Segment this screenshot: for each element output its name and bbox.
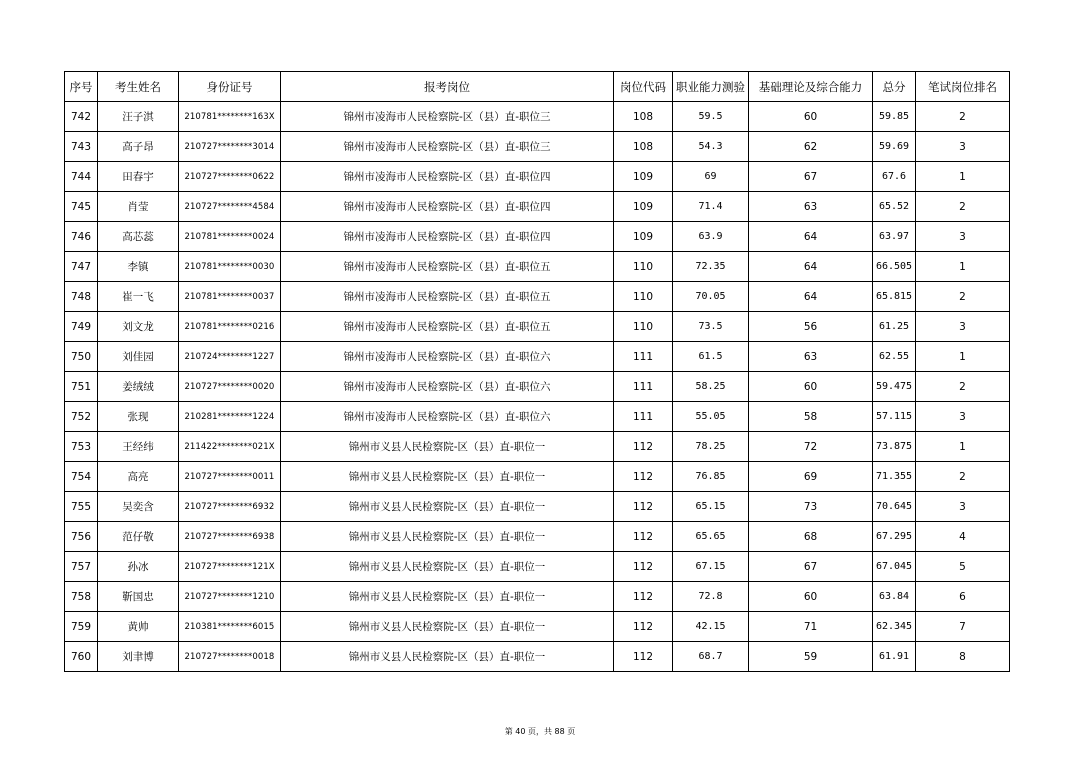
table-row xyxy=(65,492,1010,522)
cell-aptitude: 68.7 xyxy=(673,642,749,672)
cell-id: 210781********163X xyxy=(179,102,281,132)
cell-seq: 757 xyxy=(65,552,98,582)
cell-theory: 67 xyxy=(749,162,873,192)
cell-position: 锦州市凌海市人民检察院-区（县）直-职位四 xyxy=(281,192,614,222)
cell-total: 59.69 xyxy=(873,132,916,162)
cell-position: 锦州市凌海市人民检察院-区（县）直-职位四 xyxy=(281,162,614,192)
cell-rank: 2 xyxy=(916,192,1010,222)
cell-position: 锦州市凌海市人民检察院-区（县）直-职位五 xyxy=(281,312,614,342)
cell-seq: 750 xyxy=(65,342,98,372)
cell-total: 67.045 xyxy=(873,552,916,582)
table-header-row xyxy=(65,72,1010,102)
cell-total: 57.115 xyxy=(873,402,916,432)
cell-rank: 3 xyxy=(916,402,1010,432)
cell-rank: 3 xyxy=(916,222,1010,252)
cell-id: 210727********4584 xyxy=(179,192,281,222)
cell-aptitude: 63.9 xyxy=(673,222,749,252)
cell-name: 李镇 xyxy=(98,252,179,282)
cell-code: 109 xyxy=(614,222,673,252)
cell-theory: 71 xyxy=(749,612,873,642)
cell-total: 67.6 xyxy=(873,162,916,192)
table-row xyxy=(65,612,1010,642)
header-total: 总分 xyxy=(873,72,916,102)
header-seq: 序号 xyxy=(65,72,98,102)
table-row xyxy=(65,312,1010,342)
cell-rank: 1 xyxy=(916,432,1010,462)
cell-total: 62.345 xyxy=(873,612,916,642)
results-table-container xyxy=(64,71,1009,672)
header-id: 身份证号 xyxy=(179,72,281,102)
cell-rank: 6 xyxy=(916,582,1010,612)
cell-aptitude: 72.35 xyxy=(673,252,749,282)
cell-position: 锦州市义县人民检察院-区（县）直-职位一 xyxy=(281,492,614,522)
table-body xyxy=(65,102,1010,672)
cell-rank: 5 xyxy=(916,552,1010,582)
table-row xyxy=(65,462,1010,492)
cell-seq: 746 xyxy=(65,222,98,252)
cell-id: 210727********0011 xyxy=(179,462,281,492)
cell-name: 汪子淇 xyxy=(98,102,179,132)
cell-code: 111 xyxy=(614,402,673,432)
cell-rank: 1 xyxy=(916,252,1010,282)
cell-seq: 753 xyxy=(65,432,98,462)
cell-rank: 2 xyxy=(916,102,1010,132)
cell-name: 吴奕含 xyxy=(98,492,179,522)
cell-position: 锦州市凌海市人民检察院-区（县）直-职位五 xyxy=(281,252,614,282)
cell-name: 姜绒绒 xyxy=(98,372,179,402)
cell-id: 211422********021X xyxy=(179,432,281,462)
header-code: 岗位代码 xyxy=(614,72,673,102)
table-row xyxy=(65,642,1010,672)
cell-position: 锦州市义县人民检察院-区（县）直-职位一 xyxy=(281,522,614,552)
cell-aptitude: 76.85 xyxy=(673,462,749,492)
cell-seq: 759 xyxy=(65,612,98,642)
cell-seq: 749 xyxy=(65,312,98,342)
cell-position: 锦州市义县人民检察院-区（县）直-职位一 xyxy=(281,642,614,672)
table-row xyxy=(65,252,1010,282)
cell-aptitude: 58.25 xyxy=(673,372,749,402)
cell-aptitude: 42.15 xyxy=(673,612,749,642)
cell-code: 112 xyxy=(614,432,673,462)
table-row xyxy=(65,102,1010,132)
cell-theory: 64 xyxy=(749,222,873,252)
cell-seq: 742 xyxy=(65,102,98,132)
cell-code: 112 xyxy=(614,582,673,612)
cell-seq: 745 xyxy=(65,192,98,222)
cell-total: 59.475 xyxy=(873,372,916,402)
cell-seq: 747 xyxy=(65,252,98,282)
results-table xyxy=(64,71,1010,672)
cell-id: 210727********3014 xyxy=(179,132,281,162)
cell-name: 高子昂 xyxy=(98,132,179,162)
cell-aptitude: 55.05 xyxy=(673,402,749,432)
cell-total: 73.875 xyxy=(873,432,916,462)
cell-seq: 751 xyxy=(65,372,98,402)
cell-seq: 752 xyxy=(65,402,98,432)
cell-total: 62.55 xyxy=(873,342,916,372)
cell-code: 109 xyxy=(614,192,673,222)
table-row xyxy=(65,552,1010,582)
cell-id: 210381********6015 xyxy=(179,612,281,642)
cell-id: 210727********0018 xyxy=(179,642,281,672)
cell-theory: 59 xyxy=(749,642,873,672)
cell-total: 65.815 xyxy=(873,282,916,312)
cell-total: 70.645 xyxy=(873,492,916,522)
cell-id: 210781********0216 xyxy=(179,312,281,342)
table-row xyxy=(65,162,1010,192)
cell-id: 210727********6938 xyxy=(179,522,281,552)
cell-position: 锦州市凌海市人民检察院-区（县）直-职位五 xyxy=(281,282,614,312)
cell-name: 刘佳园 xyxy=(98,342,179,372)
cell-name: 田春宇 xyxy=(98,162,179,192)
cell-aptitude: 61.5 xyxy=(673,342,749,372)
header-name: 考生姓名 xyxy=(98,72,179,102)
cell-id: 210727********6932 xyxy=(179,492,281,522)
header-rank: 笔试岗位排名 xyxy=(916,72,1010,102)
cell-aptitude: 59.5 xyxy=(673,102,749,132)
cell-theory: 56 xyxy=(749,312,873,342)
cell-theory: 63 xyxy=(749,342,873,372)
cell-aptitude: 70.05 xyxy=(673,282,749,312)
cell-theory: 72 xyxy=(749,432,873,462)
cell-rank: 1 xyxy=(916,342,1010,372)
cell-id: 210781********0030 xyxy=(179,252,281,282)
cell-rank: 8 xyxy=(916,642,1010,672)
cell-name: 刘文龙 xyxy=(98,312,179,342)
cell-id: 210781********0037 xyxy=(179,282,281,312)
cell-code: 108 xyxy=(614,102,673,132)
cell-code: 112 xyxy=(614,642,673,672)
cell-code: 112 xyxy=(614,492,673,522)
cell-code: 111 xyxy=(614,372,673,402)
cell-code: 112 xyxy=(614,462,673,492)
cell-code: 112 xyxy=(614,522,673,552)
cell-total: 59.85 xyxy=(873,102,916,132)
cell-theory: 64 xyxy=(749,252,873,282)
cell-name: 靳国忠 xyxy=(98,582,179,612)
cell-code: 112 xyxy=(614,552,673,582)
cell-total: 66.505 xyxy=(873,252,916,282)
table-row xyxy=(65,582,1010,612)
cell-name: 范仔敬 xyxy=(98,522,179,552)
cell-theory: 68 xyxy=(749,522,873,552)
cell-id: 210781********0024 xyxy=(179,222,281,252)
cell-position: 锦州市义县人民检察院-区（县）直-职位一 xyxy=(281,552,614,582)
cell-position: 锦州市凌海市人民检察院-区（县）直-职位六 xyxy=(281,372,614,402)
cell-name: 黄帅 xyxy=(98,612,179,642)
cell-aptitude: 73.5 xyxy=(673,312,749,342)
cell-position: 锦州市凌海市人民检察院-区（县）直-职位六 xyxy=(281,402,614,432)
table-row xyxy=(65,522,1010,552)
cell-name: 高芯蕊 xyxy=(98,222,179,252)
cell-aptitude: 67.15 xyxy=(673,552,749,582)
cell-theory: 60 xyxy=(749,102,873,132)
cell-rank: 3 xyxy=(916,492,1010,522)
table-row xyxy=(65,402,1010,432)
page-number-footer: 第 40 页，共 88 页 xyxy=(504,727,576,736)
cell-position: 锦州市义县人民检察院-区（县）直-职位一 xyxy=(281,462,614,492)
cell-total: 61.91 xyxy=(873,642,916,672)
cell-code: 112 xyxy=(614,612,673,642)
cell-total: 61.25 xyxy=(873,312,916,342)
cell-rank: 7 xyxy=(916,612,1010,642)
cell-theory: 60 xyxy=(749,372,873,402)
cell-name: 张现 xyxy=(98,402,179,432)
cell-seq: 755 xyxy=(65,492,98,522)
cell-position: 锦州市义县人民检察院-区（县）直-职位一 xyxy=(281,582,614,612)
cell-aptitude: 72.8 xyxy=(673,582,749,612)
cell-total: 67.295 xyxy=(873,522,916,552)
cell-position: 锦州市义县人民检察院-区（县）直-职位一 xyxy=(281,432,614,462)
cell-aptitude: 71.4 xyxy=(673,192,749,222)
cell-theory: 60 xyxy=(749,582,873,612)
cell-total: 63.84 xyxy=(873,582,916,612)
cell-aptitude: 65.65 xyxy=(673,522,749,552)
cell-code: 110 xyxy=(614,282,673,312)
cell-rank: 2 xyxy=(916,282,1010,312)
cell-theory: 62 xyxy=(749,132,873,162)
cell-position: 锦州市凌海市人民检察院-区（县）直-职位三 xyxy=(281,102,614,132)
cell-name: 孙冰 xyxy=(98,552,179,582)
cell-aptitude: 69 xyxy=(673,162,749,192)
cell-name: 王经纬 xyxy=(98,432,179,462)
cell-seq: 760 xyxy=(65,642,98,672)
cell-name: 崔一飞 xyxy=(98,282,179,312)
cell-aptitude: 65.15 xyxy=(673,492,749,522)
cell-total: 71.355 xyxy=(873,462,916,492)
cell-code: 108 xyxy=(614,132,673,162)
cell-rank: 2 xyxy=(916,372,1010,402)
cell-rank: 4 xyxy=(916,522,1010,552)
cell-total: 63.97 xyxy=(873,222,916,252)
cell-theory: 63 xyxy=(749,192,873,222)
cell-position: 锦州市义县人民检察院-区（县）直-职位一 xyxy=(281,612,614,642)
cell-rank: 2 xyxy=(916,462,1010,492)
cell-id: 210727********121X xyxy=(179,552,281,582)
table-row xyxy=(65,432,1010,462)
cell-name: 高亮 xyxy=(98,462,179,492)
cell-name: 刘聿博 xyxy=(98,642,179,672)
cell-position: 锦州市凌海市人民检察院-区（县）直-职位三 xyxy=(281,132,614,162)
cell-id: 210727********0020 xyxy=(179,372,281,402)
cell-id: 210281********1224 xyxy=(179,402,281,432)
table-row xyxy=(65,132,1010,162)
cell-id: 210727********1210 xyxy=(179,582,281,612)
cell-seq: 756 xyxy=(65,522,98,552)
cell-theory: 69 xyxy=(749,462,873,492)
header-position: 报考岗位 xyxy=(281,72,614,102)
table-row xyxy=(65,282,1010,312)
cell-code: 110 xyxy=(614,252,673,282)
cell-aptitude: 78.25 xyxy=(673,432,749,462)
cell-rank: 3 xyxy=(916,312,1010,342)
cell-seq: 748 xyxy=(65,282,98,312)
cell-theory: 73 xyxy=(749,492,873,522)
cell-id: 210727********0622 xyxy=(179,162,281,192)
cell-code: 109 xyxy=(614,162,673,192)
cell-seq: 744 xyxy=(65,162,98,192)
cell-seq: 743 xyxy=(65,132,98,162)
cell-aptitude: 54.3 xyxy=(673,132,749,162)
header-theory: 基础理论及综合能力 xyxy=(749,72,873,102)
cell-id: 210724********1227 xyxy=(179,342,281,372)
cell-theory: 64 xyxy=(749,282,873,312)
cell-position: 锦州市凌海市人民检察院-区（县）直-职位四 xyxy=(281,222,614,252)
table-row xyxy=(65,342,1010,372)
cell-rank: 1 xyxy=(916,162,1010,192)
cell-name: 肖莹 xyxy=(98,192,179,222)
cell-seq: 754 xyxy=(65,462,98,492)
cell-code: 110 xyxy=(614,312,673,342)
header-aptitude: 职业能力测验 xyxy=(673,72,749,102)
table-row xyxy=(65,222,1010,252)
cell-rank: 3 xyxy=(916,132,1010,162)
cell-position: 锦州市凌海市人民检察院-区（县）直-职位六 xyxy=(281,342,614,372)
table-row xyxy=(65,372,1010,402)
cell-code: 111 xyxy=(614,342,673,372)
cell-theory: 67 xyxy=(749,552,873,582)
cell-total: 65.52 xyxy=(873,192,916,222)
table-row xyxy=(65,192,1010,222)
cell-seq: 758 xyxy=(65,582,98,612)
cell-theory: 58 xyxy=(749,402,873,432)
